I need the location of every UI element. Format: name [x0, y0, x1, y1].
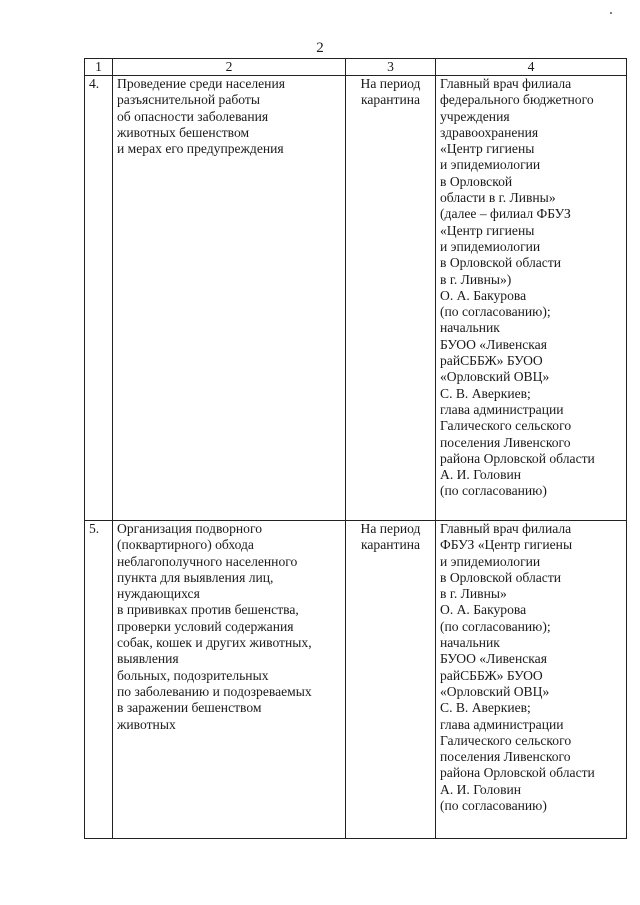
measure-description-line: нуждающихся	[117, 586, 200, 602]
row-number: 4.	[85, 76, 113, 521]
measure-description-line: проверки условий содержания	[117, 618, 294, 634]
responsible-persons-line: и эпидемиологии	[440, 238, 541, 254]
responsible-persons-line: и эпидемиологии	[440, 553, 541, 569]
measure-description-line: разъяснительной работы	[117, 92, 260, 108]
column-header-4: 4	[436, 59, 627, 76]
responsible-persons-line: БУОО «Ливенская	[440, 651, 547, 667]
responsible-persons-line: БУОО «Ливенская	[440, 336, 547, 352]
responsible-persons-line: райСББЖ» БУОО	[440, 667, 543, 683]
responsible-persons-line: в Орловской	[440, 173, 513, 189]
responsible-persons-line: учреждения	[440, 108, 510, 124]
responsible-persons-line: «Центр гигиены	[440, 222, 535, 238]
measure-description-line: в прививках против бешенства,	[117, 602, 299, 618]
responsible-persons	[436, 76, 627, 521]
responsible-persons-line: в Орловской области	[440, 569, 562, 585]
responsible-persons-line: Галического сельского	[440, 418, 572, 434]
responsible-persons-line: С. В. Аверкиев;	[440, 700, 531, 716]
measure-description-line: выявления	[117, 651, 179, 667]
responsible-persons-line: поселения Ливенского	[440, 749, 571, 765]
measure-description-line: Проведение среди населения	[117, 76, 285, 91]
responsible-persons-line: глава администрации	[440, 401, 564, 417]
responsible-persons-line: Галического сельского	[440, 732, 572, 748]
responsible-persons-line: в Орловской области	[440, 255, 562, 271]
table-row	[85, 76, 627, 521]
responsible-persons-line: района Орловской области	[440, 765, 595, 781]
responsible-persons-line: в г. Ливны»)	[440, 271, 512, 287]
responsible-persons-line: начальник	[440, 635, 500, 651]
table-row	[85, 521, 627, 839]
measure-description-line: животных бешенством	[117, 124, 250, 140]
responsible-persons-line: начальник	[440, 320, 500, 336]
responsible-persons-line: в г. Ливны»	[440, 586, 507, 602]
page-number: 2	[316, 40, 324, 56]
responsible-persons-line: (далее – филиал ФБУЗ	[440, 206, 571, 222]
responsible-persons-line: (по согласованию)	[440, 483, 547, 499]
measures-table	[84, 58, 627, 839]
measure-description-line: и мерах его предупреждения	[117, 141, 284, 157]
responsible-persons-line: ФБУЗ «Центр гигиены	[440, 537, 573, 553]
deadline	[346, 76, 436, 521]
responsible-persons	[436, 521, 627, 839]
responsible-persons-line: «Центр гигиены	[440, 141, 535, 157]
column-header-2: 2	[113, 59, 346, 76]
column-header-1: 1	[85, 59, 113, 76]
measure-description-line: неблагополучного населенного	[117, 553, 298, 569]
responsible-persons-line: А. И. Головин	[440, 467, 522, 483]
deadline-line: На период	[360, 521, 421, 536]
measure-description-line: животных	[117, 716, 176, 732]
column-header-3: 3	[346, 59, 436, 76]
responsible-persons-line: поселения Ливенского	[440, 434, 571, 450]
responsible-persons-line: С. В. Аверкиев;	[440, 385, 531, 401]
responsible-persons-line: О. А. Бакурова	[440, 287, 527, 303]
row-number: 5.	[85, 521, 113, 839]
responsible-persons-line: А. И. Головин	[440, 781, 522, 797]
responsible-persons-line: О. А. Бакурова	[440, 602, 527, 618]
responsible-persons-line: (по согласованию)	[440, 798, 547, 814]
responsible-persons-line: здравоохранения	[440, 124, 539, 140]
responsible-persons-line: «Орловский ОВЦ»	[440, 369, 550, 385]
responsible-persons-line: глава администрации	[440, 716, 564, 732]
scan-speck	[610, 12, 612, 14]
measure-description-line: больных, подозрительных	[117, 667, 269, 683]
responsible-persons-line: области в г. Ливны»	[440, 190, 556, 206]
measure-description-line: в заражении бешенством	[117, 700, 262, 716]
responsible-persons-line: райСББЖ» БУОО	[440, 353, 543, 369]
deadline-line: карантина	[360, 537, 421, 553]
measure-description-line: (поквартирного) обхода	[117, 537, 254, 553]
responsible-persons-line: (по согласованию);	[440, 304, 551, 320]
responsible-persons-line: «Орловский ОВЦ»	[440, 683, 550, 699]
deadline	[346, 521, 436, 839]
responsible-persons-line: (по согласованию);	[440, 618, 551, 634]
measure-description-line: по заболеванию и подозреваемых	[117, 683, 312, 699]
measure-description-line: собак, кошек и других животных,	[117, 635, 312, 651]
responsible-persons-line: района Орловской области	[440, 450, 595, 466]
measure-description	[113, 521, 346, 839]
responsible-persons-line: и эпидемиологии	[440, 157, 541, 173]
measure-description	[113, 76, 346, 521]
deadline-line: карантина	[360, 92, 421, 108]
responsible-persons-line: Главный врач филиала	[440, 521, 572, 536]
measure-description-line: об опасности заболевания	[117, 108, 269, 124]
responsible-persons-line: Главный врач филиала	[440, 76, 572, 91]
measure-description-line: Организация подворного	[117, 521, 262, 536]
header-row	[85, 59, 627, 76]
responsible-persons-line: федерального бюджетного	[440, 92, 594, 108]
deadline-line: На период	[360, 76, 421, 91]
measure-description-line: пункта для выявления лиц,	[117, 569, 274, 585]
